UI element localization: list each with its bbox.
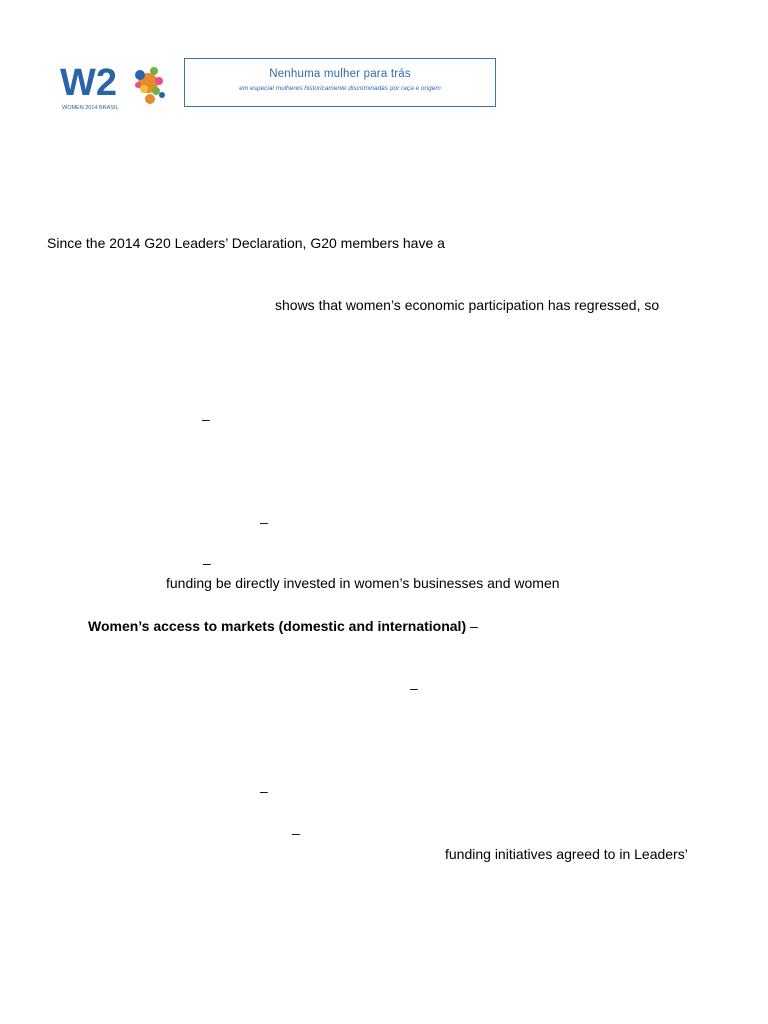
dash-4: – — [410, 680, 418, 696]
logo-text: W2 — [60, 62, 117, 104]
markets-heading: Women’s access to markets (domestic and international) — [88, 618, 467, 634]
paragraph-line-4: funding initiatives agreed to in Leaders’ — [445, 846, 688, 862]
dash-2: – — [260, 514, 268, 530]
dash-3: – — [203, 555, 211, 571]
logo-caption: WOMEN 2014 BRASIL — [62, 105, 119, 111]
dash-6: – — [292, 825, 300, 841]
markets-heading-row — [88, 618, 478, 635]
dash-5: – — [260, 783, 268, 799]
w20-logo — [58, 55, 180, 113]
paragraph-line-3: funding be directly invested in women’s businesses and women — [166, 575, 560, 591]
dash-1: – — [202, 411, 210, 427]
banner-title: Nenhuma mulher para trás — [269, 68, 411, 80]
document-header — [50, 49, 520, 119]
paragraph-line-2: shows that women’s economic participation has regressed, so — [275, 297, 660, 313]
slogan-banner — [184, 58, 496, 107]
paragraph-line-1: Since the 2014 G20 Leaders’ Declaration, G20 members have a — [47, 235, 445, 251]
banner-subtitle: em especial mulheres historicamente discriminadas por raça e origem — [239, 85, 441, 92]
w20-logo-graphic — [58, 55, 180, 113]
markets-dash: – — [470, 618, 478, 634]
